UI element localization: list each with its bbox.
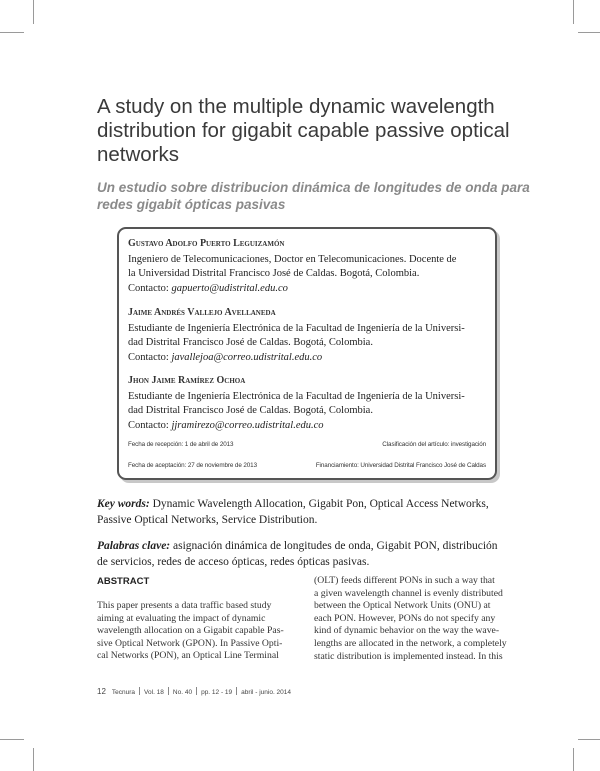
crop-mark xyxy=(0,32,24,33)
crop-mark xyxy=(573,0,574,24)
author-affiliation: la Universidad Distrital Francisco José de Caldas. Bogotá, Colombia. xyxy=(128,268,420,279)
abstract-line: lengths are allocated in the network, a completely xyxy=(314,637,507,649)
abstract-line: a given wavelength channel is evenly distributed xyxy=(314,587,503,599)
author-affiliation: dad Distrital Francisco José de Caldas. Bogotá, Colombia. xyxy=(128,405,373,416)
abstract-line: (OLT) feeds different PONs in such a way that xyxy=(314,575,495,586)
author-contact xyxy=(128,282,490,297)
author-affiliation: Estudiante de Ingeniería Electrónica de la Facultad de Ingeniería de la Universi- xyxy=(128,390,465,402)
author-email: javallejoa@correo.udistrital.edu.co xyxy=(171,351,323,363)
author-block-2 xyxy=(128,306,490,365)
keywords-label: Key words: xyxy=(97,498,150,510)
article-classification: Clasificación del artículo: investigación xyxy=(382,441,486,448)
journal-volume: Vol. 18 xyxy=(144,689,164,696)
contact-label: Contacto: xyxy=(128,282,169,294)
author-email: gapuerto@udistrital.edu.co xyxy=(171,282,288,294)
abstract-line: cal Networks (PON), an Optical Line Terminal xyxy=(97,650,279,662)
paper-subtitle xyxy=(97,179,537,213)
journal-number: No. 40 xyxy=(172,689,193,696)
author-name: Gustavo Adolfo Puerto Leguizamón xyxy=(128,238,285,249)
author-email: jjramirezo@correo.udistrital.edu.co xyxy=(171,419,324,431)
contact-label: Contacto: xyxy=(128,351,169,363)
abstract-line: aiming at evaluating the impact of dynamic xyxy=(97,612,266,624)
footer-separator xyxy=(196,687,197,695)
abstract-line: This paper presents a data traffic based study xyxy=(97,600,272,611)
accepted-date: Fecha de aceptación: 27 de noviembre de 2013 xyxy=(128,462,257,469)
footer-separator xyxy=(139,687,140,695)
abstract-line: kind of dynamic behavior on the way the wave- xyxy=(314,625,500,637)
author-name: Jaime Andrés Vallejo Avellaneda xyxy=(128,307,276,318)
author-contact xyxy=(128,351,490,366)
subtitle-line: Un estudio sobre distribucion dinámica de longitudes de onda para xyxy=(97,180,530,195)
abstract-line: between the Optical Network Units (ONU) at xyxy=(314,600,491,612)
author-affiliation: Ingeniero de Telecomunicaciones, Doctor en Telecomunicaciones. Docente de xyxy=(128,253,457,265)
author-affiliation: dad Distrital Francisco José de Caldas. Bogotá, Colombia. xyxy=(128,337,373,348)
abstract-line: sive Optical Network (GPON). In Passive Opti- xyxy=(97,637,283,649)
page-number: 12 xyxy=(97,687,106,696)
page-footer xyxy=(97,687,291,696)
crop-mark xyxy=(578,32,600,33)
abstract-line: wavelength allocation on a Gigabit capable Pas- xyxy=(97,625,284,637)
footer-separator xyxy=(236,687,237,695)
keywords-line xyxy=(97,497,519,513)
crop-mark xyxy=(573,748,574,771)
palabras-line: de servicios, redes de acceso ópticas, redes ópticas pasivas. xyxy=(97,555,370,568)
funding-info: Financiamiento: Universidad Distrital Francisco José de Caldas xyxy=(315,462,486,469)
crop-mark xyxy=(33,0,34,24)
palabras-clave xyxy=(97,539,519,570)
palabras-label: Palabras clave: xyxy=(97,540,171,552)
received-date: Fecha de recepción: 1 de abril de 2013 xyxy=(128,441,234,448)
palabras-line xyxy=(97,539,519,555)
palabras-text: asignación dinámica de longitudes de onda, Gigabit PON, distribución xyxy=(170,540,498,552)
crop-mark xyxy=(578,739,600,740)
contact-label: Contacto: xyxy=(128,419,169,431)
author-name: Jhon Jaime Ramírez Ochoa xyxy=(128,375,246,386)
author-affiliation: Estudiante de Ingeniería Electrónica de la Facultad de Ingeniería de la Universi- xyxy=(128,322,465,334)
abstract-column-left xyxy=(97,600,302,663)
abstract-heading: ABSTRACT xyxy=(97,576,150,587)
page-range: pp. 12 - 19 xyxy=(201,689,233,696)
keywords-line: Passive Optical Networks, Service Distribution. xyxy=(97,513,318,526)
crop-mark xyxy=(33,748,34,771)
author-contact xyxy=(128,419,490,434)
author-block-3 xyxy=(128,374,490,433)
abstract-line: static distribution is implemented instead. In this xyxy=(314,650,503,662)
keywords-text: Dynamic Wavelength Allocation, Gigabit Pon, Optical Access Networks, xyxy=(149,498,489,510)
abstract-line: each PON. However, PONs do not specify any xyxy=(314,612,496,624)
keywords xyxy=(97,497,519,528)
paper-title: A study on the multiple dynamic wavelength distribution for gigabit capable passive optical networks xyxy=(97,95,510,166)
abstract-column-right xyxy=(314,575,519,663)
subtitle-line: redes gigabit ópticas pasivas xyxy=(97,197,286,212)
issue-date: abril - junio. 2014 xyxy=(241,689,292,696)
journal-name: Tecnura xyxy=(111,689,136,696)
footer-separator xyxy=(168,687,169,695)
crop-mark xyxy=(0,739,24,740)
author-block-1 xyxy=(128,237,490,296)
